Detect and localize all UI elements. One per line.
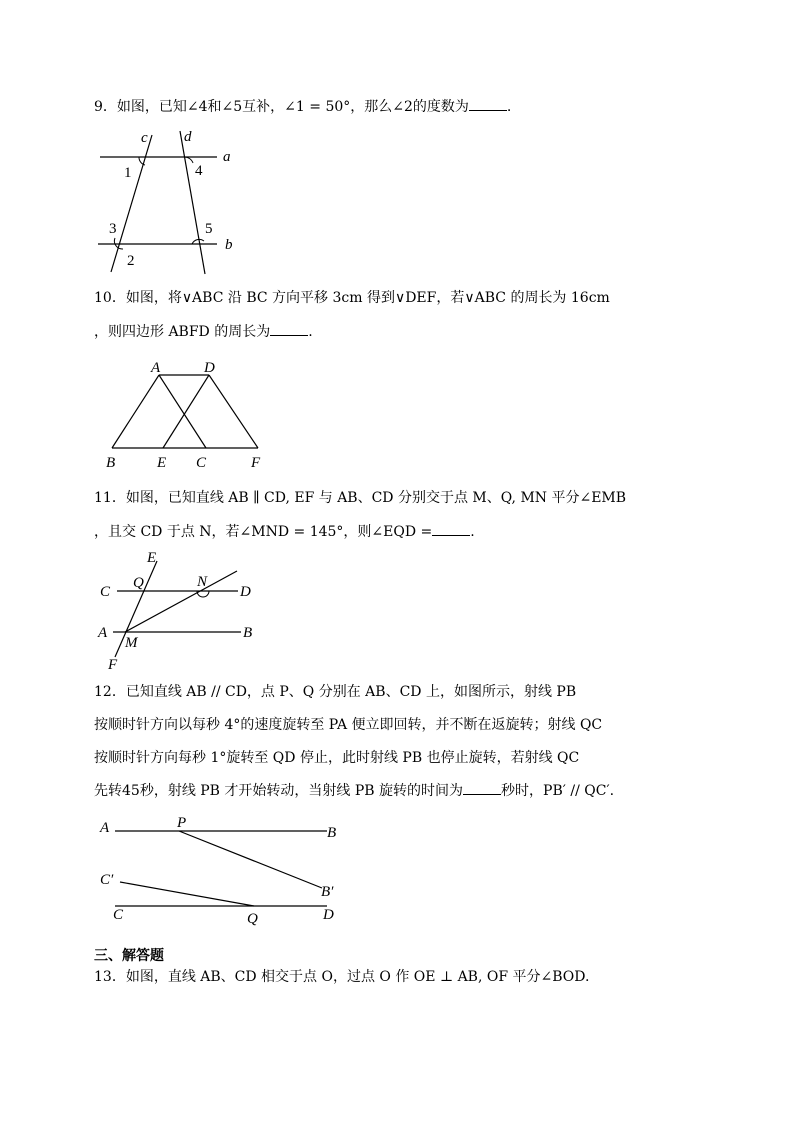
answer-blank [463, 782, 501, 795]
label-d: d [184, 129, 192, 145]
q11-text-line1: 11．如图，已知直线 AB ∥ CD, EF 与 AB、CD 分别交于点 M、Q, MN 平分∠EMB [94, 490, 627, 506]
label-5: 5 [205, 221, 213, 237]
section-title: 三、解答题 [94, 948, 164, 964]
label-D: D [323, 907, 334, 923]
label-E: E [157, 455, 167, 471]
label-A: A [98, 625, 108, 641]
label-1: 1 [124, 165, 132, 181]
answer-blank [432, 523, 470, 536]
label-C: C [100, 584, 111, 600]
label-E: E [147, 550, 157, 566]
q12-text-line1: 12．已知直线 AB // CD，点 P、Q 分别在 AB、CD 上，如图所示，射线 PB [94, 684, 577, 700]
label-Q: Q [133, 575, 144, 591]
label-D: D [240, 584, 251, 600]
label-a: a [223, 149, 231, 165]
label-C: C [196, 455, 207, 471]
q11-text-line2: ，且交 CD 于点 N，若∠MND = 145°，则∠EQD = . [94, 524, 475, 540]
answer-blank [469, 98, 507, 111]
label-F: F [251, 455, 261, 471]
label-A: A [151, 360, 161, 376]
label-N: N [197, 574, 208, 590]
label-M: M [125, 635, 138, 651]
q11-figure [95, 550, 265, 675]
label-C: C [113, 907, 124, 923]
label-4: 4 [195, 163, 203, 179]
answer-blank [270, 323, 308, 336]
label-C-prime: C′ [100, 872, 114, 888]
label-A: A [100, 820, 110, 836]
label-b: b [225, 237, 233, 253]
label-3: 3 [109, 221, 117, 237]
q12-figure [95, 812, 355, 932]
q9-figure [95, 125, 245, 280]
q13-text: 13．如图，直线 AB、CD 相交于点 O，过点 O 作 OE ⊥ AB, OF 平分∠BOD. [94, 969, 590, 985]
q12-text-line3: 按顺时针方向每秒 1°旋转至 QD 停止，此时射线 PB 也停止旋转，若射线 QC [94, 750, 580, 766]
label-B: B [243, 625, 253, 641]
label-F: F [108, 657, 118, 673]
q12-text-line2: 按顺时针方向以每秒 4°的速度旋转至 PA 便立即回转，并不断在返旋转；射线 QC [94, 717, 603, 733]
q10-figure [100, 355, 275, 470]
label-B: B [327, 825, 337, 841]
q9-text: 9．如图，已知∠4和∠5互补，∠1 = 50°，那么∠2的度数为 . [94, 99, 512, 115]
q10-text-line1: 10．如图，将∨ABC 沿 BC 方向平移 3cm 得到∨DEF，若∨ABC 的周长为 16cm [94, 290, 610, 306]
q10-text-line2: ，则四边形 ABFD 的周长为 . [94, 324, 313, 340]
label-Q: Q [247, 911, 258, 927]
q12-text-line4: 先转45秒，射线 PB 才开始转动，当射线 PB 旋转的时间为 秒时，PB′ // QC′. [94, 783, 615, 799]
label-B: B [106, 455, 116, 471]
label-B-prime: B′ [321, 884, 334, 900]
label-D: D [204, 360, 215, 376]
label-P: P [177, 815, 187, 831]
label-c: c [141, 130, 148, 146]
label-2: 2 [127, 253, 135, 269]
